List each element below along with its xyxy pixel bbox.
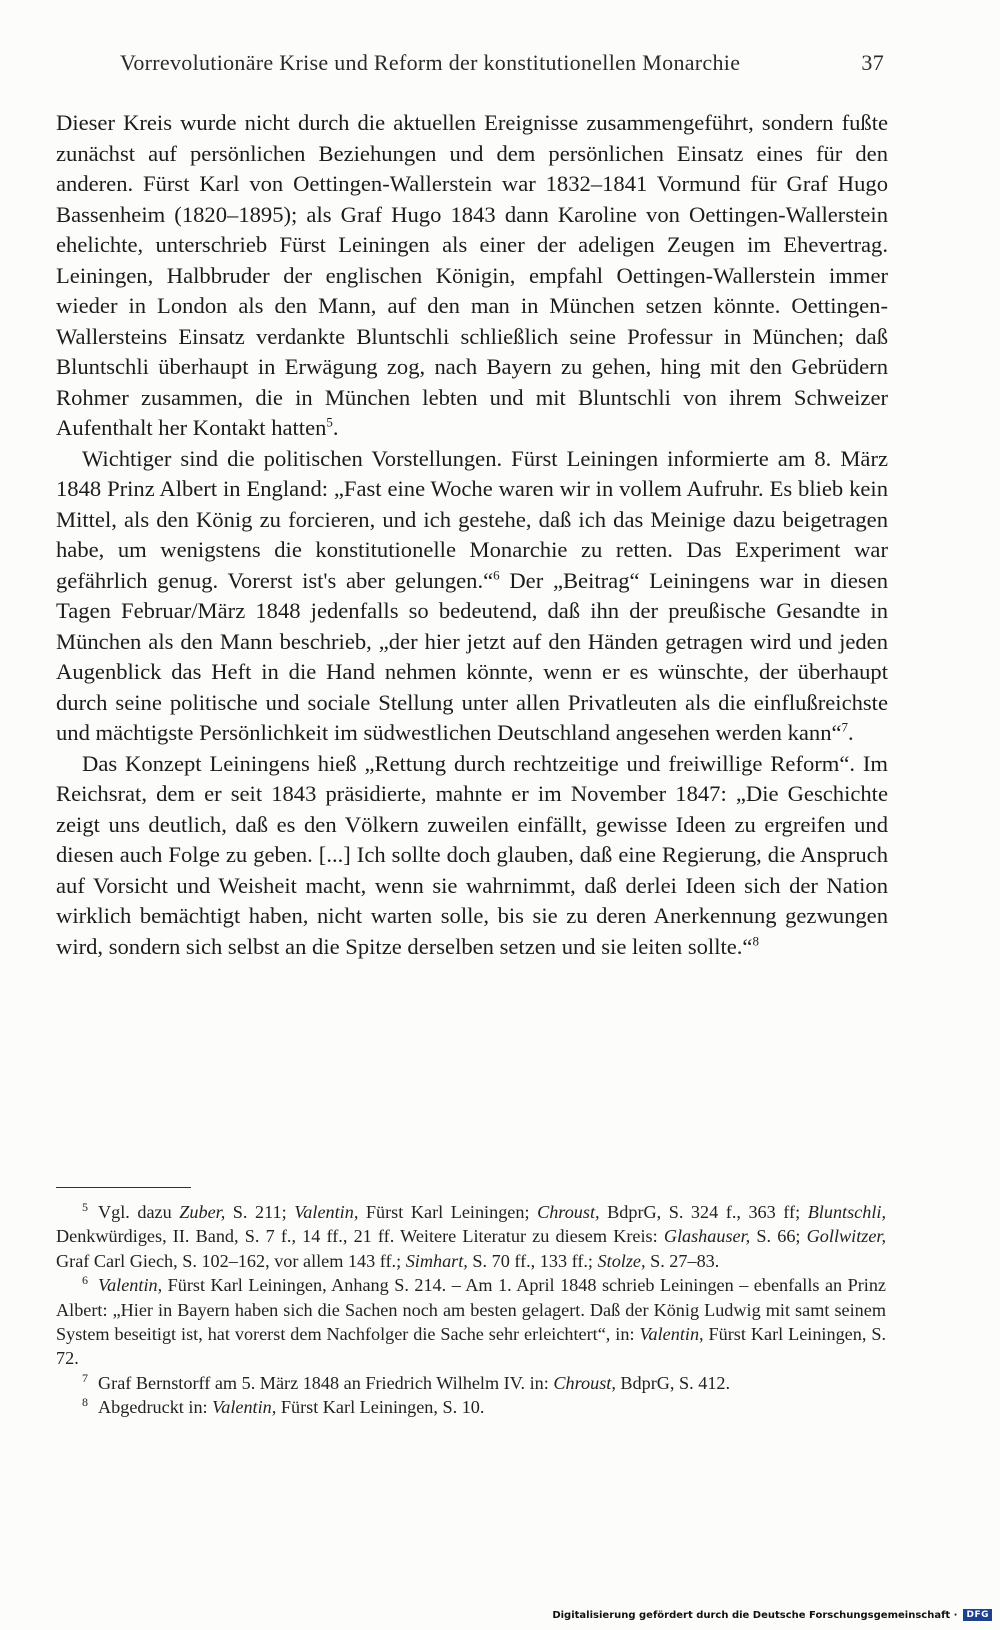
footnote-ref[interactable]: 5	[326, 414, 333, 430]
paragraph: Dieser Kreis wurde nicht durch die aktuellen Ereignisse zusammengeführt, sondern fußte zunächst auf persönlichen Beziehungen und dem persönlichen Einsatz eines für den anderen. Fürst Karl von Oettingen-Wallerstein war 1832–1841 Vormund für Graf Hugo Bassenheim (1820–1895); als Graf Hugo 1843 dann Karoline von Oettingen-Wallerstein ehelichte, unterschrieb Fürst Leiningen als einer der adeligen Zeugen im Ehevertrag. Leiningen, Halbbruder der englischen Königin, empfahl Oettingen-Wallerstein immer wieder in London als den Mann, auf den man in München setzen könnte. Oettingen-Wallersteins Einsatz verdankte Bluntschli schließlich seine Professur in München; daß Bluntschli überhaupt in Erwägung zog, nach Bayern zu gehen, hing mit den Gebrüdern Rohmer zusammen, die in München lebten und mit Bluntschli von ihrem Schweizer Aufenthalt her Kontakt hatten$^5$.	[56, 110, 888, 440]
footnote: $^5$ Vgl. dazu Zuber, S. 211; Valentin, Fürst Karl Leiningen; Chroust, BdprG, S. 324 f., 363 ff; Bluntschli, Denkwürdiges, II. Band, S. 7 f., 14 ff., 21 ff. Weitere Literatur zu diesem Kreis: Glashauser, S. 66; Gollwitzer, Graf Carl Giech, S. 102–162, vor allem 143 ff.; Simhart, S. 70 ff., 133 ff.; Stolze, S. 27–83.	[56, 1199, 887, 1271]
digitization-footer	[552, 1606, 992, 1624]
footnote: $^7$ Graf Bernstorff am 5. März 1848 an Friedrich Wilhelm IV. in: Chroust, BdprG, S. 412.	[82, 1370, 731, 1393]
running-header	[120, 50, 884, 84]
footnote-ref[interactable]: 6	[493, 566, 500, 582]
dfg-logo: DFG	[963, 1609, 992, 1621]
footnotes	[56, 1200, 886, 1420]
footnote-number: 5	[82, 1199, 88, 1214]
main-text	[56, 108, 888, 962]
footnote-ref[interactable]: 7	[841, 719, 849, 735]
paragraph: Das Konzept Leiningens hieß „Rettung durch rechtzeitige und freiwillige Reform“. Im Reichsrat, dem er seit 1843 präsidierte, mahnte er im November 1847: „Die Geschichte zeigt uns deutlich, daß es den Völkern zuweilen einfällt, gewisse Ideen zu ergreifen und diesen auch Folge zu geben. [...] Ich sollte doch glauben, daß eine Regierung, die Anspruch auf Vorsicht und Weisheit macht, wenn sie wahrnimmt, daß derlei Ideen sich der Nation wirklich bemächtigt haben, nicht warten solle, bis sie zu deren Anerkennung gezwungen wird, sondern sich selbst an die Spitze derselben setzen und sie leiten sollte.“$^8$	[56, 750, 888, 959]
footnote-number: 7	[82, 1370, 88, 1385]
page-number: 37	[861, 50, 884, 75]
footnote: $^6$ Valentin, Fürst Karl Leiningen, Anhang S. 214. – Am 1. April 1848 schrieb Leiningen – ebenfalls an Prinz Albert: „Hier in Bayern haben sich die Sachen noch am besten gelagert. Daß der König Ludwig mit samt seinem System beseitigt ist, hat vorerst dem Nachfolger die Sache sehr erleichtert“, in: Valentin, Fürst Karl Leiningen, S. 72.	[56, 1273, 886, 1369]
footnote-separator	[56, 1187, 191, 1188]
footnote-number: 8	[82, 1395, 88, 1410]
footnote: $^8$ Abgedruckt in: Valentin, Fürst Karl Leiningen, S. 10.	[82, 1395, 485, 1418]
paragraph: Wichtiger sind die politischen Vorstellungen. Fürst Leiningen informierte am 8. März 1848 Prinz Albert in England: „Fast eine Woche waren wir in vollem Aufruhr. Es blieb kein Mittel, als den König zu forcieren, und ich gestehe, daß ich das Meinige dazu beigetragen habe, um wenigstens die konstitutionelle Monarchie zu retten. Das Experiment war gefährlich genug. Vorerst ist's aber gelungen.“$^6$ Der „Beitrag“ Leiningens war in diesen Tagen Februar/März 1848 jedenfalls so bedeutend, daß ihn der preußische Gesandte in München als den Mann beschrieb, „der hier jetzt auf den Händen getragen wird und jeden Augenblick das Heft in die Hand nehmen könnte, wenn er es wünschte, der überhaupt durch seine politische und sociale Stellung unter allen Privatleuten als die einflußreichste und mächtigste Persönlichkeit im südwestlichen Deutschland angesehen werden kann“$^7$.	[56, 445, 888, 745]
footnote-ref[interactable]: 8	[752, 932, 759, 948]
footnote-number: 6	[82, 1273, 88, 1288]
running-title: Vorrevolutionäre Krise und Reform der konstitutionellen Monarchie	[120, 50, 741, 75]
funding-note: Digitalisierung gefördert durch die Deutsche Forschungsgemeinschaft ·	[552, 1609, 958, 1621]
